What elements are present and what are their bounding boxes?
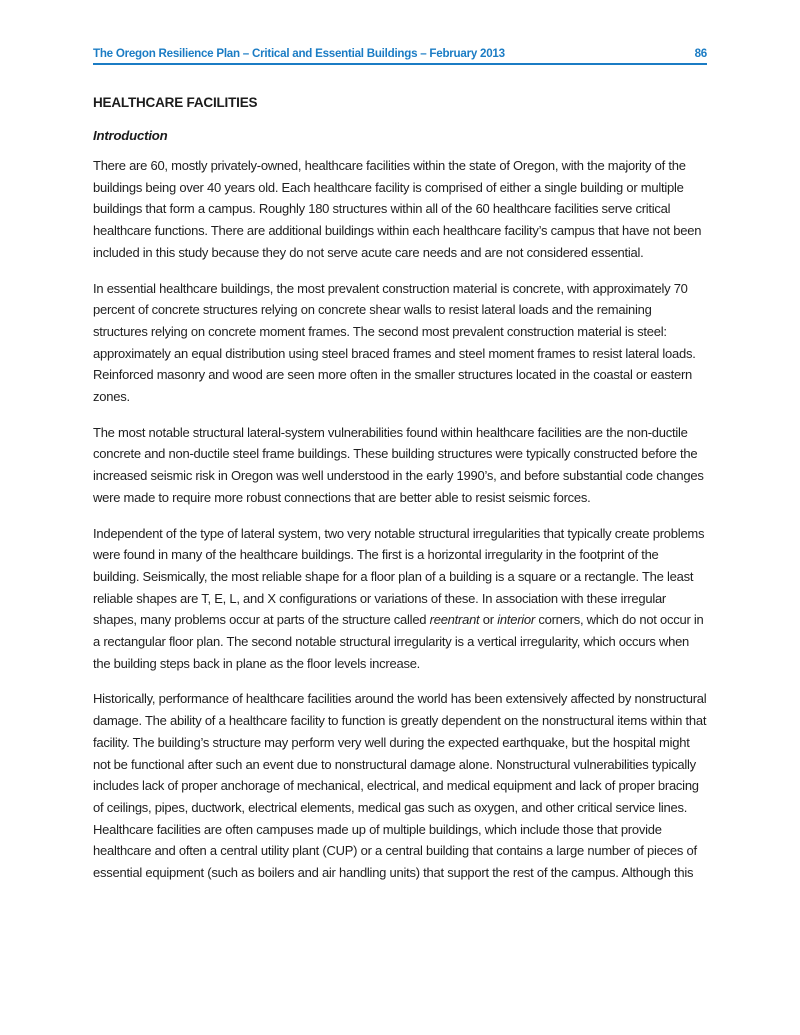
- paragraph-overview: There are 60, mostly privately-owned, healthcare facilities within the state of Oregon, with the majority of the buildings being over 40 years old. Each healthcare facility is comprised of either a single building or multiple buildings that form a campus. Roughly 180 structures within all of the 60 healthcare facilities serve critical healthcare functions. There are additional buildings within each healthcare facility’s campus that have not been included in this study because they do not serve acute care needs and are not considered essential.: [93, 158, 702, 260]
- paragraph-nonstructural: Historically, performance of healthcare facilities around the world has been extensively affected by nonstructural damage. The ability of a healthcare facility to function is greatly dependent on the nonstructural items within that facility. The building’s structure may perform very well during the expected earthquake, but the hospital might not be functional after such an event due to nonstructural damage alone. Nonstructural vulnerabilities typically includes lack of proper anchorage of mechanical, electrical, and medical equipment and lack of proper bracing of ceilings, pipes, ductwork, electrical elements, medical gas such as oxygen, and other critical service lines. Healthcare facilities are often campuses made up of multiple buildings, which include those that provide healthcare and often a central utility plant (CUP) or a central building that contains a large number of pieces of essential equipment (such as boilers and air handling units) that support the rest of the campus. Although this: [93, 691, 707, 881]
- header-title: The Oregon Resilience Plan – Critical and Essential Buildings – February 2013: [93, 47, 505, 60]
- italic-term-reentrant: reentrant: [429, 612, 480, 628]
- header-page-number: 86: [694, 47, 707, 60]
- paragraph-vulnerabilities: The most notable structural lateral-system vulnerabilities found within healthcare facilities are the non-ductile concrete and non-ductile steel frame buildings. These building structures were typically constructed before the increased seismic risk in Oregon was well understood in the early 1990’s, and before substantial code changes were made to require more robust connections that are better able to resist seismic forces.: [93, 424, 704, 505]
- italic-term-interior: interior: [497, 612, 535, 628]
- paragraph-irregularities: [93, 523, 707, 675]
- page-header: [93, 47, 707, 65]
- text-segment: corners, which do not occur in a rectangular floor plan. The second notable structural irregularity is a vertical irregularity, which occurs when the building steps back in plane as the floor levels increase.: [93, 612, 704, 671]
- text-segment: or: [479, 612, 498, 628]
- paragraph-construction-materials: In essential healthcare buildings, the most prevalent construction material is concrete, with approximately 70 percent of concrete structures relying on concrete shear walls to resist lateral loads and the remaining structures relying on concrete moment frames. The second most prevalent construction material is steel: approximately an equal distribution using steel braced frames and steel moment frames to resist lateral loads. Reinforced masonry and wood are seen more often in the smaller structures located in the coastal or eastern zones.: [93, 280, 696, 405]
- text-segment: Independent of the type of lateral system, two very notable structural irregularities that typically create problems were found in many of the healthcare buildings. The first is a horizontal irregularity in the footprint of the building. Seismically, the most reliable shape for a floor plan of a building is a square or a rectangle. The least reliable shapes are T, E, L, and X configurations or variations of these. In association with these irregular shapes, many problems occur at parts of the structure called: [93, 525, 705, 628]
- section-heading: HEALTHCARE FACILITIES: [93, 95, 258, 110]
- subsection-heading: Introduction: [93, 128, 168, 143]
- article-body: [93, 155, 707, 884]
